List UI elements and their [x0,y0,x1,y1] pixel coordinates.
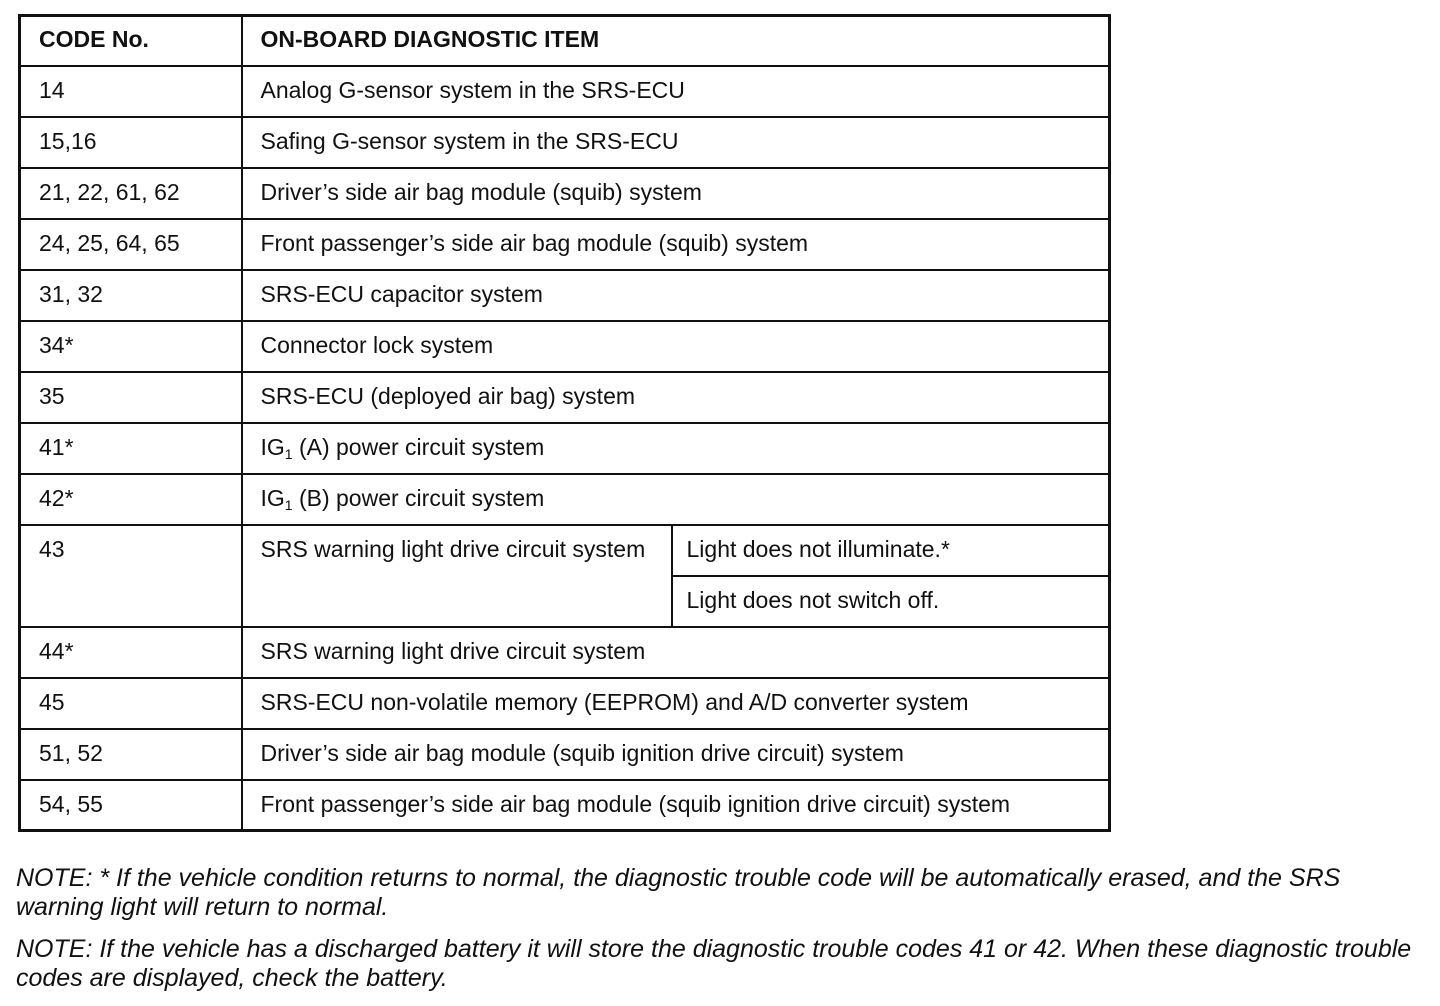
code-cell: 34* [20,321,242,372]
code-cell: 14 [20,66,242,117]
code-cell: 24, 25, 64, 65 [20,219,242,270]
item-subscript: 1 [284,496,293,513]
item-cell [242,423,1110,474]
table-row [20,780,1110,831]
diagnostic-code-table [18,14,1111,832]
item-cell: Safing G-sensor system in the SRS-ECU [242,117,1110,168]
table-row [20,321,1110,372]
item-cell: Front passenger’s side air bag module (squib) system [242,219,1110,270]
code-cell: 45 [20,678,242,729]
item-suffix: (A) power circuit system [292,433,545,460]
code-cell: 51, 52 [20,729,242,780]
table-row [20,678,1110,729]
item-prefix: IG [260,433,285,460]
notes-section [16,864,1416,1006]
table-row [20,372,1110,423]
item-cell: SRS warning light drive circuit system [242,627,1110,678]
table-row [20,627,1110,678]
item-cell: SRS-ECU (deployed air bag) system [242,372,1110,423]
item-prefix: IG [260,484,285,511]
item-cell [242,474,1110,525]
item-cell: Analog G-sensor system in the SRS-ECU [242,66,1110,117]
code-cell: 42* [20,474,242,525]
table-row [20,168,1110,219]
item-cell: Front passenger’s side air bag module (squib ignition drive circuit) system [242,780,1110,831]
code-cell: 41* [20,423,242,474]
table-header-row [20,16,1110,66]
note-battery: NOTE: If the vehicle has a discharged battery it will store the diagnostic trouble codes 41 or 42. When these diagnostic trouble codes are displayed, check the battery. [16,935,1412,992]
table-row [20,729,1110,780]
code-cell: 35 [20,372,242,423]
item-suffix: (B) power circuit system [292,484,545,511]
item-cell: SRS-ECU capacitor system [242,270,1110,321]
code-cell: 44* [20,627,242,678]
code-cell: 21, 22, 61, 62 [20,168,242,219]
sub-item-cell: Light does not switch off. [672,576,1110,627]
item-cell: Connector lock system [242,321,1110,372]
table-row [20,219,1110,270]
table-row [20,474,1110,525]
table-row [20,270,1110,321]
table-row [20,117,1110,168]
code-cell: 15,16 [20,117,242,168]
item-cell: SRS-ECU non-volatile memory (EEPROM) and A/D converter system [242,678,1110,729]
table-row [20,423,1110,474]
table-row [20,66,1110,117]
header-code: CODE No. [20,16,242,66]
sub-item-cell: Light does not illuminate.* [672,525,1110,576]
item-subscript: 1 [284,445,293,462]
item-cell: SRS warning light drive circuit system [242,525,672,627]
note-auto-erase: NOTE: * If the vehicle condition returns to normal, the diagnostic trouble code will be automatically erased, and the SRS warning light will return to normal. [16,864,1341,921]
item-cell: Driver’s side air bag module (squib ignition drive circuit) system [242,729,1110,780]
item-cell: Driver’s side air bag module (squib) system [242,168,1110,219]
header-item: ON-BOARD DIAGNOSTIC ITEM [242,16,1110,66]
table-row [20,525,1110,576]
code-cell: 54, 55 [20,780,242,831]
code-cell: 43 [20,525,242,627]
code-cell: 31, 32 [20,270,242,321]
